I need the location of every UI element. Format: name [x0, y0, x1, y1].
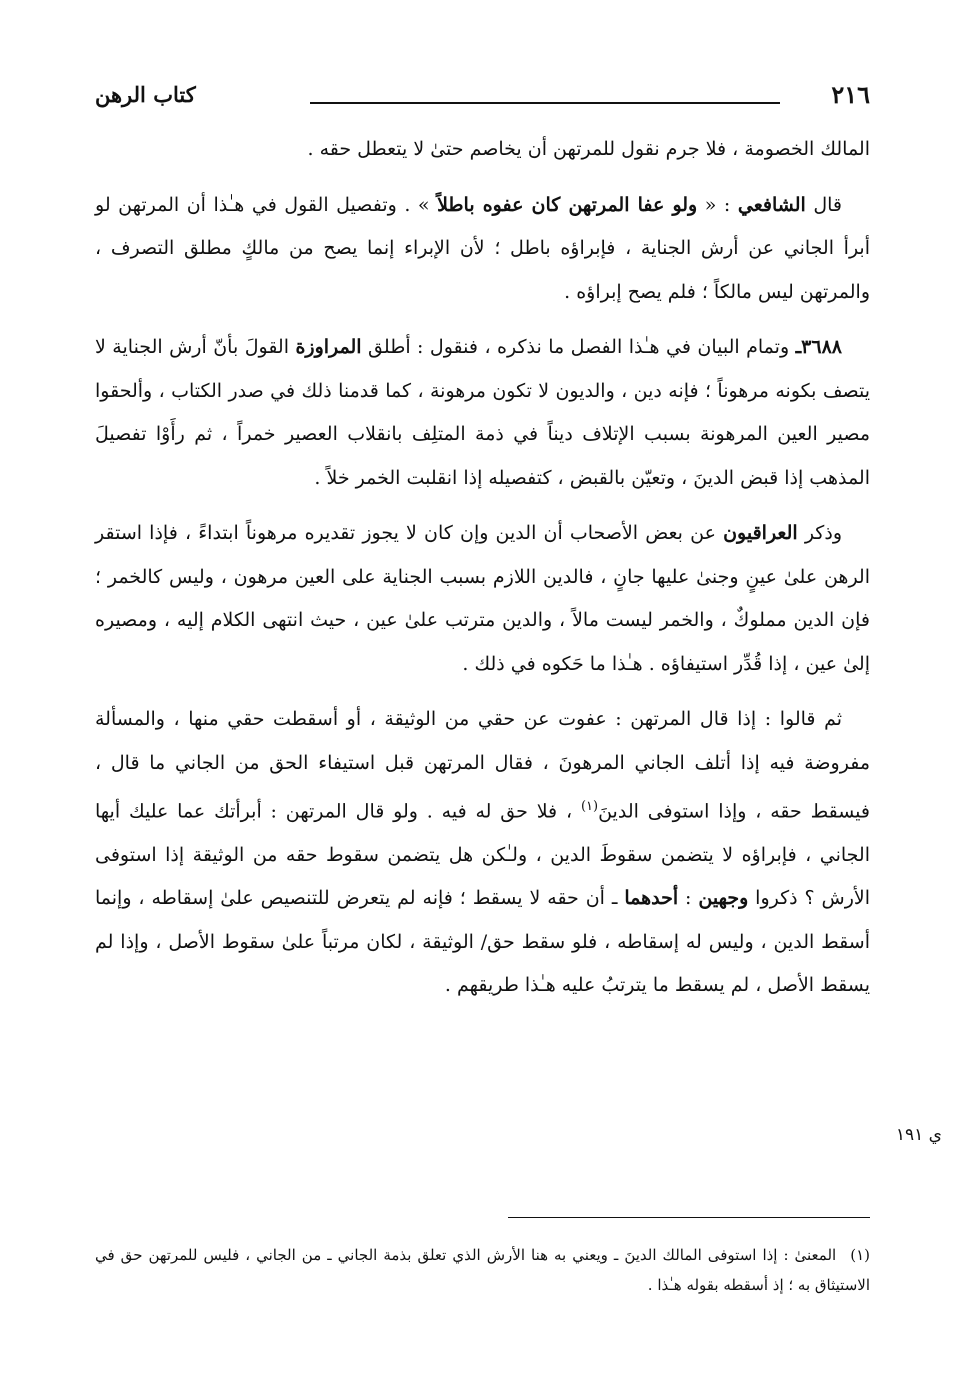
- text-run: قال: [805, 193, 842, 216]
- text-run: :: [678, 887, 699, 910]
- page-header: [95, 80, 870, 120]
- header-rule: [310, 102, 780, 104]
- footnote: [95, 1240, 870, 1300]
- text-run: وتمام البيان في هـٰذا الفصل ما نذكره ، فنقول : أطلق: [361, 336, 796, 358]
- bold-term: ٣٦٨٨ـ: [795, 336, 842, 358]
- bold-term: العراقيون: [723, 522, 798, 544]
- text-run: ـ أن حقه لا يسقط ؛ فإنه لم يتعرض للتنصيص علىٰ إسقاطه ، وإنما أسقط الدين ، وليس له إسقاطه ، فلو سقط حق/ الوثيقة ، لكان مرتباً علىٰ سقوط الأصل ، وإذا لم يسقط الأصل ، لم يسقط ما يترتبُ عليه هـٰذا طريقهم .: [95, 887, 870, 997]
- paragraph: [95, 698, 870, 1008]
- text-run: ، فلا حق له فيه . ولو قال المرتهن : أبرأتك عما عليك أيها الجاني ، فإبراؤه لا يتضمن سقوطَ الدين ، ولـٰكن هل يتضمن سقوط حقه من الوثيقة إذا استوفى الأرش ؟ ذكروا: [95, 800, 870, 910]
- manuscript-margin-note: ي ١٩١: [895, 1125, 942, 1145]
- text-run: وذكر: [797, 522, 842, 544]
- footnote-text: المعنىٰ : إذا استوفى المالك الدينَ ـ ويعني به هنا الأرش الذي تعلق بذمة الجاني ـ من الجاني ، فليس للمرتهن حق في الاستيثاق به ؛ إذ أسقطه بقوله هـٰذا .: [95, 1246, 870, 1294]
- bold-term: الشافعي: [737, 193, 806, 216]
- bold-term: وجهين: [698, 887, 749, 910]
- text-run: ثم قالوا : إذا قال المرتهن : عفوت عن حقي من الوثيقة ، أو أسقطت حقي منها ، والمسألة مفروضة فيه إذا أتلف الجاني المرهونَ ، فقال المرتهن قبل استيفاء الحق من الجاني ما قال ، فيسقط حقه ، وإذا استوفى الدينَ: [95, 708, 870, 823]
- footnote-rule: [508, 1217, 870, 1218]
- bold-term: ولو عفا المرتهن كان عفوه باطلاً: [437, 193, 698, 216]
- footnote-marker: (١): [850, 1246, 870, 1264]
- footnote-reference: (١): [580, 799, 599, 814]
- text-run: عن بعض الأصحاب أن الدين وإن كان لا يجوز تقديره مرهوناً ابتداءً ، فإذا استقر الرهن علىٰ عينٍ وجنىٰ عليها جانٍ ، فالدين اللازم بسبب الجناية على العين مرهون ، وليس كالخمر ؛ فإن الدين مملوكٌ ، والخمر ليست مالاً ، والدين مترتب علىٰ عين ، حيث انتهى الكلام إليه ، ومصيره إلىٰ عين ، إذا قُدِّر استيفاؤه . هـٰذا ما حَكوه في ذلك .: [95, 522, 870, 675]
- paragraph: [95, 128, 870, 172]
- text-run: » . وتفصيل القول في هـٰذا أن المرتهن لو أبرأ الجاني عن أرش الجناية ، فإبراؤه باطل ؛ لأن الإبراء إنما يصح من مالكٍ مطلق التصرف ، والمرتهن ليس مالكاً ؛ فلم يصح إبراؤه .: [95, 193, 870, 303]
- page-number: ٢١٦: [831, 80, 870, 109]
- paragraph: [95, 326, 870, 500]
- paragraph: [95, 512, 870, 686]
- text-run: القولَ بأنّ أرش الجناية لا يتصف بكونه مرهوناً ؛ فإنه دين ، والديون لا تكون مرهونة ، كما قدمنا ذلك في صدر الكتاب ، وألحقوا مصير العين المرهونة بسبب الإتلاف ديناً في ذمة المتلِف بانقلاب العصير خمراً ، ثم رأَوْا تفصيلَ المذهب إذا قبض الدينَ ، وتعيّن بالقبض ، كتفصيله إذا انقلبت الخمر خلاً .: [95, 336, 870, 489]
- bold-term: أحدهما: [624, 887, 679, 910]
- text-run: المالك الخصومة ، فلا جرم نقول للمرتهن أن يخاصم حتىٰ لا يتعطل حقه .: [307, 138, 870, 160]
- bold-term: المراوزة: [295, 336, 362, 358]
- paragraph: [95, 184, 870, 315]
- book-title: كتاب الرهن: [95, 82, 196, 107]
- text-run: : «: [697, 193, 738, 216]
- body-text: [95, 128, 870, 1020]
